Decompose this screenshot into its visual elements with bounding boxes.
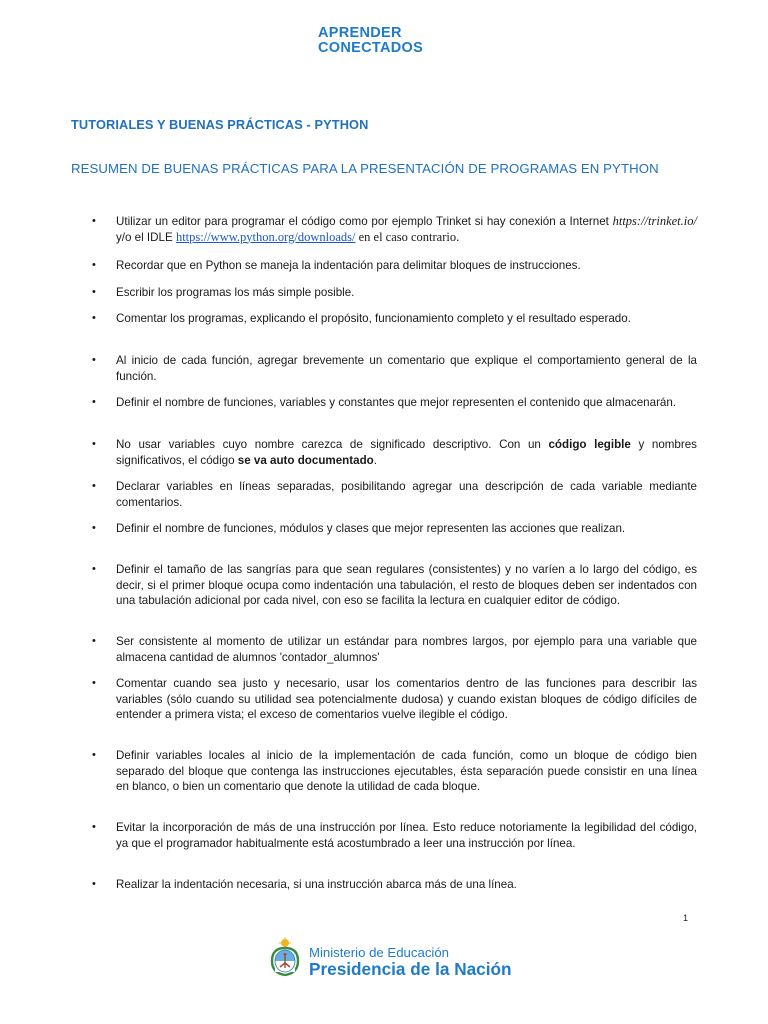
list-item: • Al inicio de cada función, agregar brevemente un comentario que explique el comportamiento general de la función. — [92, 354, 697, 383]
list-item: • Definir el tamaño de las sangrías para que sean regulares (consistentes) y no varíen a lo largo del código, es decir, si el primer bloque ocupa como indentación una tabulación, el resto de bloques deben ser indentados con una tabulación adicional por cada nivel, con eso se facilita la lectura en cualquier editor de código. — [92, 563, 697, 608]
list-item: • Recordar que en Python se maneja la indentación para delimitar bloques de instrucciones. — [92, 259, 581, 272]
list-item: • Definir el nombre de funciones, variables y constantes que mejor representen el contenido que almacenarán. — [92, 396, 677, 409]
page-number: 1 — [683, 913, 689, 923]
footer-ministry-name: Ministerio de Educación — [309, 945, 450, 960]
bullet-icon: • — [92, 215, 96, 227]
list-item: • Comentar los programas, explicando el propósito, funcionamiento completo y el resultado esperado. — [92, 312, 631, 325]
bullet-icon: • — [92, 312, 96, 324]
bullet-icon: • — [92, 677, 96, 689]
list-item: • Declarar variables en líneas separadas, posibilitando agregar una descripción de cada variable mediante comentarios. — [92, 480, 697, 509]
list-item: • Comentar cuando sea justo y necesario, usar los comentarios dentro de las funciones para describir las variables (sólo cuando su utilidad sea potencialmente dudosa) y cuando existan bloques de código difíciles de entender a primera vista; el exceso de comentarios vuelve ilegible el código. — [92, 677, 697, 722]
ministerio-logo-text — [309, 945, 512, 979]
footer-presidency-name: Presidencia de la Nación — [309, 959, 512, 979]
list-item: • Escribir los programas los más simple posible. — [92, 286, 355, 299]
list-item: • No usar variables cuyo nombre carezca de significado descriptivo. Con un código legible y nombres significativos, el código se va auto documentado. — [92, 438, 697, 467]
national-coat-of-arms-icon — [268, 937, 302, 977]
bullet-icon: • — [92, 354, 96, 366]
list-item: • Definir el nombre de funciones, módulos y clases que mejor representen las acciones que realizan. — [92, 522, 626, 535]
python-downloads-link[interactable]: https://www.python.org/downloads/ — [175, 229, 356, 244]
logo-line-2: CONECTADOS — [318, 39, 424, 56]
bullet-icon: • — [92, 878, 96, 890]
list-item: • Ser consistente al momento de utilizar un estándar para nombres largos, por ejemplo para una variable que almacena cantidad de alumnos 'contador_alumnos' — [92, 635, 697, 664]
bullet-icon: • — [92, 749, 96, 761]
logo-line-1: APRENDER — [318, 25, 402, 41]
bullet-icon: • — [92, 821, 96, 833]
bullet-icon: • — [92, 563, 96, 575]
bullet-icon: • — [92, 396, 96, 408]
list-item: • Realizar la indentación necesaria, si una instrucción abarca más de una línea. — [92, 878, 517, 891]
bullet-icon: • — [92, 259, 96, 271]
bullet-icon: • — [92, 438, 96, 450]
list-item: • Utilizar un editor para programar el código como por ejemplo Trinket si hay conexión a Internet https://trinket.io/ y/o el IDLE https://www.python.org/downloads/ en el caso contrario. — [92, 214, 697, 244]
list-item: • Definir variables locales al inicio de la implementación de cada función, como un bloque de código bien separado del bloque que contenga las instrucciones ejecutables, ésta separación puede consistir en una línea en blanco, o bien un comentario que denote la utilidad de cada bloque. — [92, 749, 697, 794]
bullet-icon: • — [92, 480, 96, 492]
bullet-icon: • — [92, 522, 96, 534]
document-subtitle: RESUMEN DE BUENAS PRÁCTICAS PARA LA PRESENTACIÓN DE PROGRAMAS EN PYTHON — [71, 161, 659, 176]
bullet-icon: • — [92, 286, 96, 298]
list-item: • Evitar la incorporación de más de una instrucción por línea. Esto reduce notoriamente la legibilidad del código, ya que el programador habitualmente está acostumbrado a leer una instrucción por línea. — [92, 821, 697, 850]
bullet-icon: • — [92, 635, 96, 647]
document-title: TUTORIALES Y BUENAS PRÁCTICAS - PYTHON — [71, 117, 369, 132]
trinket-url-text: https://trinket.io/ — [612, 214, 697, 228]
